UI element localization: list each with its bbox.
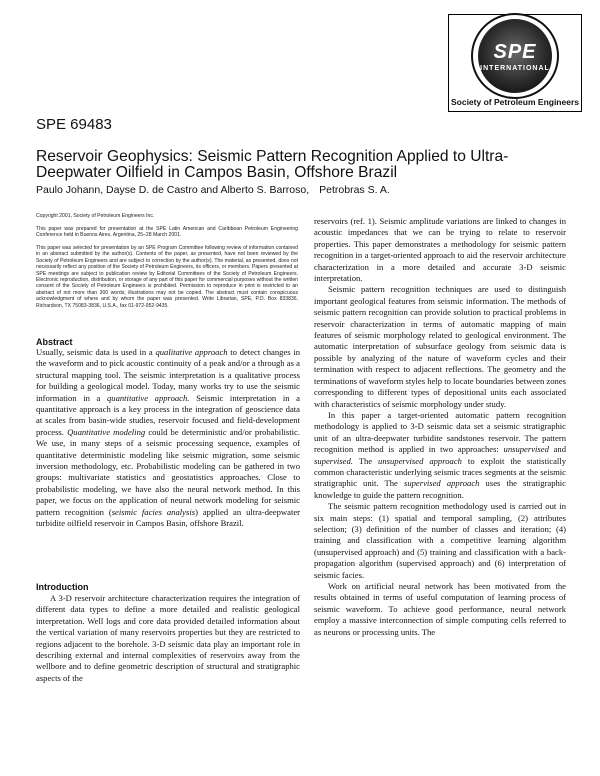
right-paragraph-4: The seismic pattern recognition methodology used is carried out in six main steps: (1) spatial and temporal sampling, (2) attributes selection; (3) definition of the number of classes and iteration; (4) training and classification with a competitive learning algorithm (unsupervised approach) and (5) training and classification with a back-propagation algorithm (supervised approach) and (6) interpretation of seismic facies. <box>314 501 566 580</box>
right-column <box>314 216 566 638</box>
p3-text-d: to exploit the statistically common characteristic underlying seismic traces segments at the seismic stratigraphic unit. The <box>314 455 566 489</box>
abstract-heading: Abstract <box>36 337 73 347</box>
abstract-em-2: quantitative approach. <box>106 392 190 403</box>
p3-text-b: and <box>548 444 566 455</box>
review-notice: This paper was selected for presentation by an SPE Program Committee following review of information contained in an abstract submitted by the author(s). Contents of the paper, as presented, have not been reviewed by the Society of Petroleum Engineers and are subject to correction by the author(s). The material, as presented, does not necessarily reflect any position of the Society of Petroleum Engineers, its officers, or members. Papers presented at SPE meetings are subject to publication review by Editorial Committees of the Society of Petroleum Engineers. Electronic reproduction, distribution, or storage of any part of this paper for commercial purposes without the written consent of the Society of Petroleum Engineers is prohibited. Permission to reproduce in print is restricted to an abstract of not more than 300 words; illustrations may not be copied. The abstract must contain conspicuous acknowledgment of where and by whom the paper was presented. Write Librarian, SPE, P.O. Box 833836, Richardson, TX 75083-3836, U.S.A., fax 01-972-952-9435. <box>36 245 298 309</box>
right-paragraph-5: Work on artificial neural network has been motivated from the results obtained in terms of useful computation of learning process of seismic waveform. To achieve good performance, neural network employ a massive interconnection of simple computing cells referred to as neurons or processing units. The <box>314 581 566 637</box>
p3-text-e: uses the stratigraphic knowledge to guide the pattern recognition. <box>314 478 566 500</box>
right-paragraph-2: Seismic pattern recognition techniques are used to distinguish important geological features from seismic information. The methods of seismic pattern recognition can provide solution to practical problems in reservoir characterization in terms of automatic mapping of main features of seismic morphology related to geological environment. The automatic interpretation of subsurface geology from seismic data is possible by analyzing of the nature of waveform cycles and their termination with respect to adjacent reflections. The geometry and the terminations of waveform styles help to locate boundaries between zones corresponding to different types of depositional units each associated with characteristics of seismic morphology under study. <box>314 284 566 409</box>
authors: Paulo Johann, Dayse D. de Castro and Alberto S. Barroso, <box>36 184 310 196</box>
paper-number: SPE 69483 <box>36 116 112 133</box>
abstract-text-4: could be deterministic and/or probabilistic. We use, in many steps of a seismic processing sequence, examples of quantitative deterministic modeling like seismic migration, some seismic inversion methodology, etc. Probabilistic modeling can be gathered in two groups: multivariate statistics and geostatistics approaches. Close to probabilistic modeling, we have also the neural network method. In this paper, we focus on the application of neural network modeling for seismic pattern recognition ( <box>36 426 301 517</box>
abstract-text-2: to detect changes in the waveform and to pick acoustic continuity of a peak and/or a through as a structural mapping tool. The seismic interpretation is a qualitative process for building a geological model. Today, many works try to use the seismic information in a <box>36 347 301 403</box>
authors-line <box>36 184 390 196</box>
abstract-text-1: Usually, seismic data is used in a <box>36 347 156 357</box>
introduction-heading: Introduction <box>36 582 89 592</box>
spe-logo <box>448 14 582 112</box>
presentation-notice: This paper was prepared for presentation at the SPE Latin American and Caribbean Petroleum Engineering Conference held in Buenos Aires, Argentina, 25–28 March 2001. <box>36 226 298 239</box>
abstract-em-4: seismic facies analysis <box>111 506 196 517</box>
abstract-em-1: qualitative approach <box>155 347 228 357</box>
right-paragraph-3 <box>314 410 566 501</box>
p3-text-c: The <box>352 455 379 466</box>
right-paragraph-1: reservoirs (ref. 1). Seismic amplitude variations are linked to changes in acoustic impedances that we can be trying to relate to reservoir properties. This paper demonstrates a methodology for seismic pattern recognition in a target-oriented approach to aid the reservoir architecture characterization in a more detailed and accurate 3-D seismic interpretation. <box>314 216 566 284</box>
abstract-text-3: Seismic interpretation in a quantitative approach is a key process in the integration of geoscience data at scales from basin-wide studies, reservoir focused and field-development process. <box>36 392 300 437</box>
abstract-text-5: ) applied an ultra-deepwater turbidite oilfield reservoir in Campos Basin, offshore Brazil. <box>36 506 301 529</box>
p3-em-4: supervised approach <box>403 478 480 489</box>
logo-international: INTERNATIONAL <box>480 65 550 72</box>
affiliation: Petrobras S. A. <box>319 184 390 196</box>
abstract-body <box>36 347 300 530</box>
abstract-em-3: Quantitative modeling <box>67 426 146 437</box>
introduction-body <box>36 593 300 684</box>
copyright-notice: Copyright 2001, Society of Petroleum Engineers Inc. <box>36 213 155 219</box>
paper-title: Reservoir Geophysics: Seismic Pattern Recognition Applied to Ultra-Deepwater Oilfield in Campos Basin, Offshore Brazil <box>36 148 509 181</box>
p3-text-a: In this paper a target-oriented automatic pattern recognition methodology is applied to 3-D seismic data set a seismic stratigraphic unit of an ultra-deepwater turbidite sandstones reservoir. The pattern recognition method is applied in two approaches: <box>314 409 566 455</box>
p3-em-2: supervised. <box>314 455 353 466</box>
p3-em-3: unsupervised approach <box>378 455 462 466</box>
logo-society-name: Society of Petroleum Engineers <box>450 97 579 107</box>
p3-em-1: unsupervised <box>503 444 549 455</box>
introduction-paragraph: A 3-D reservoir architecture characterization requires the integration of different data types to define a more detailed and realistic geological interpretation. Well logs and core data provided detailed information about the vertical variation of many reservoirs properties but they are restricted to regions adjacent to the borehole. 3-D seismic data play an important role in describing external and internal complexities of reservoirs away from the wellbore and to define geometric description of structural and stratigraphic aspects of the <box>36 593 300 683</box>
logo-abbr: SPE <box>493 41 537 63</box>
